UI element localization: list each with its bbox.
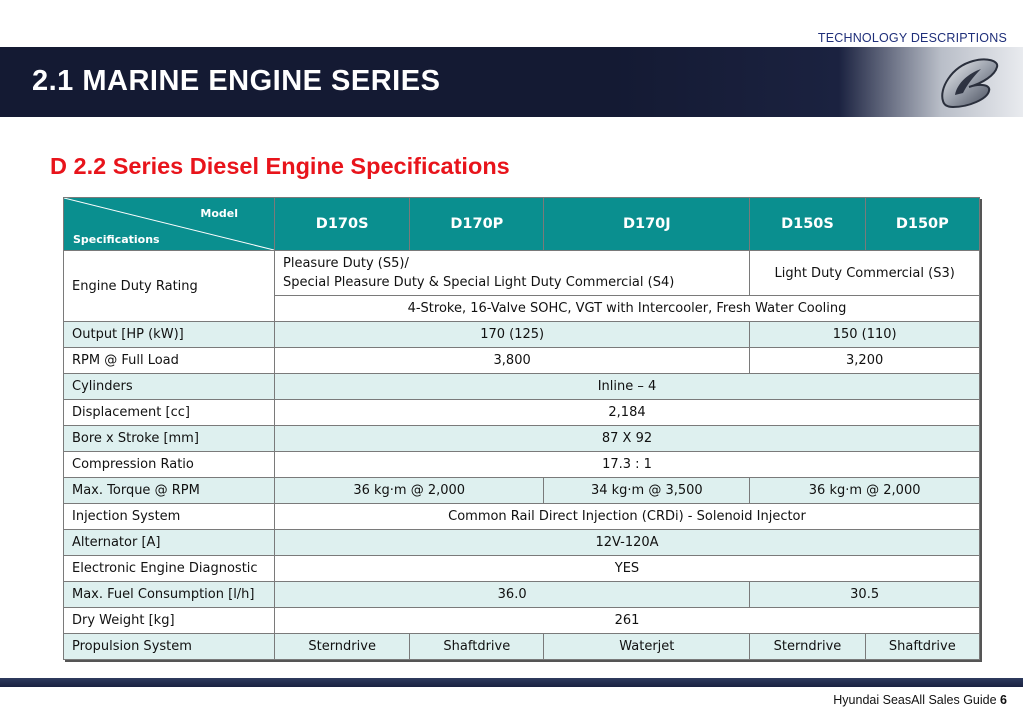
corner-header-cell — [64, 198, 275, 251]
spec-table — [63, 197, 980, 660]
corner-specs-label: Specifications — [73, 233, 160, 246]
corner-model-label: Model — [200, 207, 238, 220]
row-label: Bore x Stroke [mm] — [64, 426, 275, 452]
table-cell: YES — [275, 556, 980, 582]
table-cell: 34 kg·m @ 3,500 — [544, 478, 750, 504]
table-row — [64, 251, 980, 296]
table-row — [64, 348, 980, 374]
section-label: TECHNOLOGY DESCRIPTIONS — [817, 31, 1007, 45]
brand-logo-icon — [933, 53, 1005, 113]
table-cell: 36 kg·m @ 2,000 — [750, 478, 980, 504]
page-number: 6 — [1000, 693, 1007, 707]
table-cell: Sterndrive — [750, 634, 865, 660]
row-label: Dry Weight [kg] — [64, 608, 275, 634]
row-label: Alternator [A] — [64, 530, 275, 556]
model-header: D170J — [544, 198, 750, 251]
table-cell: 4-Stroke, 16-Valve SOHC, VGT with Intercooler, Fresh Water Cooling — [275, 296, 980, 322]
table-cell — [275, 251, 750, 296]
page-title: 2.1 MARINE ENGINE SERIES — [32, 65, 441, 97]
table-cell: 261 — [275, 608, 980, 634]
row-label: Engine Duty Rating — [64, 251, 275, 322]
table-row — [64, 504, 980, 530]
row-label: Displacement [cc] — [64, 400, 275, 426]
table-cell: 150 (110) — [750, 322, 980, 348]
model-header: D170S — [275, 198, 410, 251]
table-row — [64, 608, 980, 634]
table-cell: Sterndrive — [275, 634, 410, 660]
table-cell: Waterjet — [544, 634, 750, 660]
row-label: Max. Torque @ RPM — [64, 478, 275, 504]
table-cell: Shaftdrive — [865, 634, 979, 660]
table-row — [64, 478, 980, 504]
table-cell: 12V-120A — [275, 530, 980, 556]
duty-line-1: Pleasure Duty (S5)/ — [283, 256, 409, 271]
row-label: Injection System — [64, 504, 275, 530]
footer-bar — [0, 678, 1023, 687]
table-cell: Common Rail Direct Injection (CRDi) - Solenoid Injector — [275, 504, 980, 530]
model-header: D150P — [865, 198, 979, 251]
table-cell: Light Duty Commercial (S3) — [750, 251, 980, 296]
row-label: Max. Fuel Consumption [l/h] — [64, 582, 275, 608]
table-row — [64, 426, 980, 452]
title-banner — [0, 47, 1023, 117]
table-row — [64, 556, 980, 582]
row-label: Propulsion System — [64, 634, 275, 660]
table-cell: Shaftdrive — [410, 634, 544, 660]
table-row — [64, 400, 980, 426]
table-cell: Inline – 4 — [275, 374, 980, 400]
footer-guide-name: Hyundai SeasAll Sales Guide — [833, 693, 997, 707]
row-label: Cylinders — [64, 374, 275, 400]
table-cell: 36 kg·m @ 2,000 — [275, 478, 544, 504]
table-cell: 3,800 — [275, 348, 750, 374]
table-row — [64, 374, 980, 400]
row-label: RPM @ Full Load — [64, 348, 275, 374]
table-cell: 30.5 — [750, 582, 980, 608]
table-cell: 170 (125) — [275, 322, 750, 348]
table-row — [64, 530, 980, 556]
table-row — [64, 634, 980, 660]
table-header-row — [64, 198, 980, 251]
model-header: D170P — [410, 198, 544, 251]
table-cell: 2,184 — [275, 400, 980, 426]
table-row — [64, 322, 980, 348]
row-label: Electronic Engine Diagnostic — [64, 556, 275, 582]
table-cell: 87 X 92 — [275, 426, 980, 452]
table-heading: D 2.2 Series Diesel Engine Specifications — [50, 153, 510, 179]
row-label: Compression Ratio — [64, 452, 275, 478]
table-cell: 17.3 : 1 — [275, 452, 980, 478]
row-label: Output [HP (kW)] — [64, 322, 275, 348]
footer — [833, 693, 1007, 707]
table-cell: 3,200 — [750, 348, 980, 374]
table-row — [64, 452, 980, 478]
table-row — [64, 582, 980, 608]
table-cell: 36.0 — [275, 582, 750, 608]
model-header: D150S — [750, 198, 865, 251]
duty-line-2: Special Pleasure Duty & Special Light Duty Commercial (S4) — [283, 275, 675, 290]
